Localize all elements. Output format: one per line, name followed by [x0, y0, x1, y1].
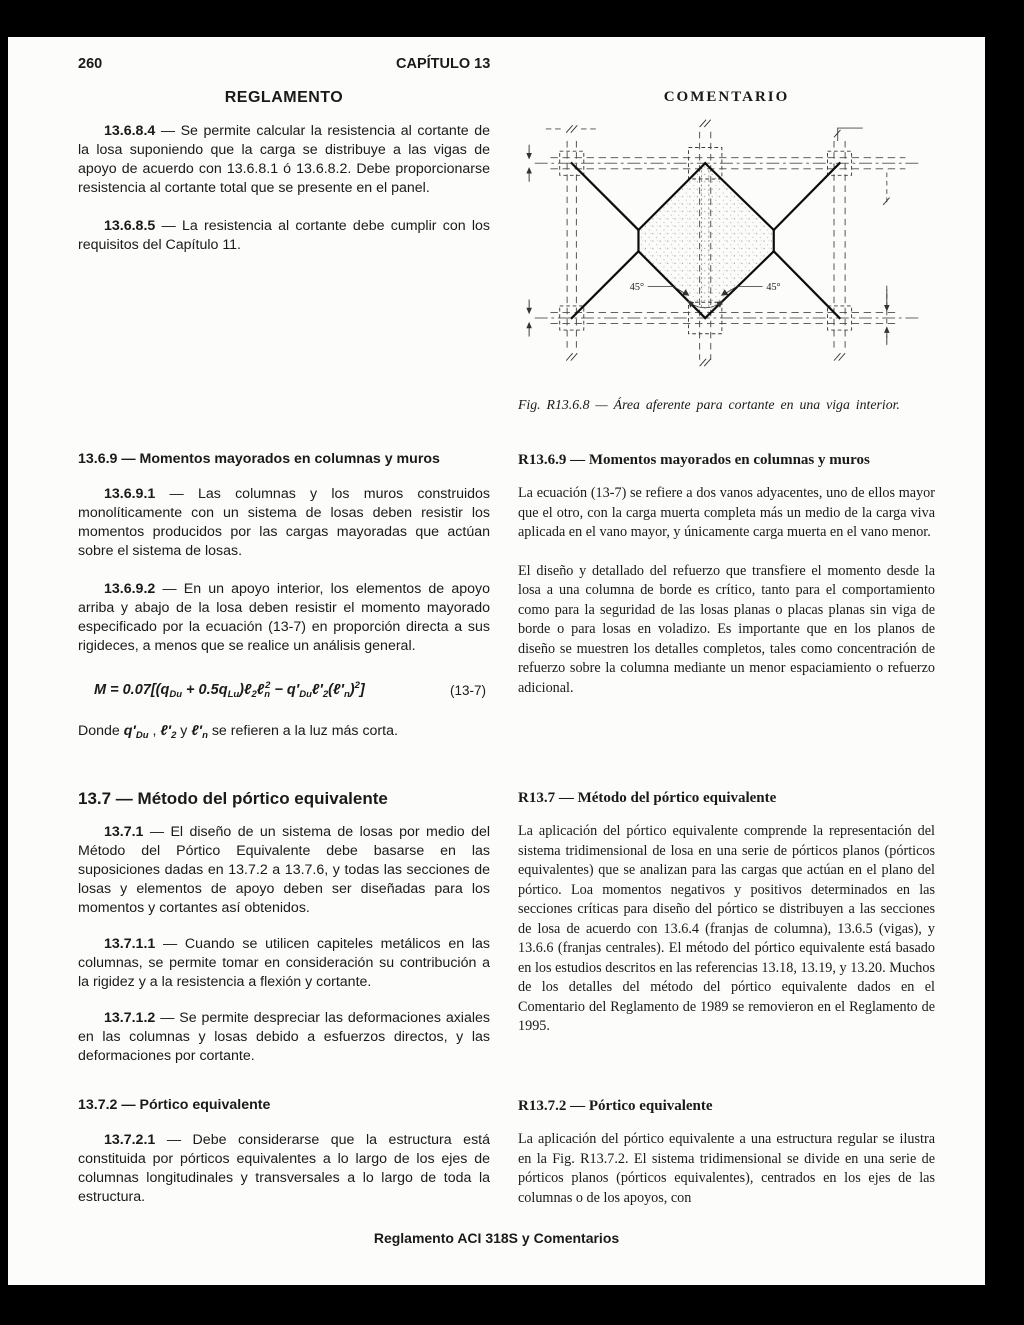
paragraph-r13-7: La aplicación del pórtico equivalente comprende la representación del sistema tridimensional de losa en una serie de pórticos planos (pórticos equivalentes) que se analizan para las cargas que actúan en el plano del pórtico. Loa momentos negativos y positivos determinados en las secciones críticas para diseño del pórtico se distribuyen a las secciones de losa de acuerdo con 13.6.4 (franjas de columna), 13.6.5 (vigas), y 13.6.6 (franjas centrales). El método del pórtico equivalente está basado en los estudios descritos en las referencias 13.18, 13.19, y 13.20. Muchos de los detalles del método del pórtico equivalente dados en el Comentario del Reglamento de 1989 se removieron en el Reglamento de 1995. [518, 823, 935, 1034]
two-column-body [8, 113, 985, 1208]
paragraph-13-6-8-4 [78, 122, 490, 198]
figure-caption: Fig. R13.6.8 — Área aferente para cortante en una viga interior. [518, 397, 900, 412]
comentario-section-r13-6-9 [518, 450, 935, 788]
section-number: 13.7.2.1 [104, 1132, 156, 1148]
heading-13-6-9: 13.6.9 — Momentos mayorados en columnas y muros [78, 451, 440, 467]
stippled-tributary-area [640, 166, 772, 315]
angle-label-right: 45° [766, 282, 781, 294]
paragraph-text: — En un apoyo interior, los elementos de apoyo arriba y abajo de la losa deben resistir el momento mayorado especificado por la ecuación (13-7) en proporción directa a sus rigideces, a menos que se realice un análisis general. [78, 581, 490, 654]
column-titles [8, 89, 985, 107]
document-page [8, 37, 985, 1285]
paragraph-13-7-1-1 [78, 935, 490, 992]
chapter-header: CAPÍTULO 13 [396, 56, 491, 72]
comentario-section-r13-7-2 [518, 1096, 935, 1208]
heading-r13-7: R13.7 — Método del pórtico equivalente [518, 790, 777, 806]
paragraph-text: — La resistencia al cortante debe cumplir con los requisitos del Capítulo 11. [78, 218, 490, 253]
footer-text: Reglamento ACI 318S y Comentarios [373, 1230, 620, 1246]
paragraph-r13-6-9-b: El diseño y detallado del refuerzo que transfiere el momento desde la losa a una columna de borde es crítico, tanto para el comportamiento como para la seguridad de las losas planas o placas planas sin viga de borde o para losas en voladizo. Es importante que en los planos de diseño se muestren los detalles completos, tales como concentración de refuerzo sobre la columna mediante un menor espaciamiento o refuerzo adicional. [518, 562, 935, 696]
equation-formula: $M = 0.07[(q_{Du}$ + $0.5q_{Lu})\ell_2\ell_n^2$ − $q'_{Du}\ell'_2(\ell'_n)^2$] [94, 680, 365, 700]
reglamento-section-13-7 [78, 788, 490, 1096]
heading-r13-7-2: R13.7.2 — Pórtico equivalente [518, 1098, 713, 1114]
column-title-comentario: COMENTARIO [663, 89, 790, 105]
paragraph-13-6-9-1 [78, 485, 490, 561]
page-number: 260 [78, 56, 103, 72]
paragraph-text: — Cuando se utilicen capiteles metálicos en las columnas, se permite tomar en consideración su contribución a la rigidez y a la resistencia a flexión y cortante. [78, 936, 490, 990]
comentario-figure-block [518, 113, 935, 450]
column-title-reglamento: REGLAMENTO [224, 89, 344, 106]
paragraph-text: — Las columnas y los muros construidos monolíticamente con un sistema de losas deben resistir los momentos producidos por las cargas mayoradas que actúan sobre el sistema de losas. [78, 486, 490, 559]
equation-label: (13-7) [449, 682, 486, 698]
reglamento-section-13-6-8 [78, 113, 490, 450]
section-number: 13.7.1.1 [104, 936, 156, 952]
reglamento-section-13-7-2 [78, 1096, 490, 1208]
comentario-section-r13-7 [518, 788, 935, 1096]
section-number: 13.6.9.1 [104, 486, 156, 502]
section-number: 13.7.1.2 [104, 1010, 156, 1026]
heading-13-7: 13.7 — Método del pórtico equivalente [78, 789, 388, 808]
angle-label-left: 45° [629, 282, 645, 294]
figure-r13-6-8-tributary-area-diagram [518, 113, 935, 384]
heading-r13-6-9: R13.6.9 — Momentos mayorados en columnas y muros [518, 452, 870, 468]
paragraph-text: — Se permite despreciar las deformaciones axiales en las columnas y losas debido a esfuerzos directos, y las deformaciones por cortante. [78, 1010, 490, 1064]
equation-definition-line: Donde $q'_{Du}$ , $\ell'_2$ y $\ell'_n$ se refieren a la luz más corta. [78, 723, 398, 741]
paragraph-13-7-1 [78, 823, 490, 918]
paragraph-text: — Se permite calcular la resistencia al cortante de la losa suponiendo que la carga se distribuye a las vigas de apoyo de acuerdo con 13.6.8.1 ó 13.6.8.2. Debe proporcionarse resistencia al cortante total que se presente en el panel. [78, 123, 490, 196]
paragraph-r13-7-2: La aplicación del pórtico equivalente a una estructura regular se ilustra en la Fig. R13.7.2. El sistema tridimensional se divide en una serie de pórticos planos (pórticos equivalentes), centrados en los ejes de las columnas o de los apoyos, con [518, 1131, 935, 1206]
paragraph-13-6-8-5 [78, 217, 490, 255]
equation-13-7 [78, 680, 490, 700]
section-number: 13.7.1 [104, 824, 144, 840]
reglamento-section-13-6-9 [78, 450, 490, 788]
section-number: 13.6.8.4 [104, 123, 156, 139]
section-number: 13.6.8.5 [104, 218, 156, 234]
paragraph-text: — Debe considerarse que la estructura está constituida por pórticos equivalentes a lo largo de los ejes de columnas longitudinales y transversales a lo largo de toda la estructura. [78, 1132, 490, 1205]
heading-13-7-2: 13.7.2 — Pórtico equivalente [78, 1097, 271, 1113]
section-number: 13.6.9.2 [104, 581, 156, 597]
paragraph-r13-6-9-a: La ecuación (13-7) se refiere a dos vanos adyacentes, uno de ellos mayor que el otro, con la carga muerta completa más un medio de la carga viva aplicada en el vano mayor, y únicamente carga muerta en el vano menor. [518, 485, 935, 540]
paragraph-text: — El diseño de un sistema de losas por medio del Método del Pórtico Equivalente debe basarse en las suposiciones dadas en 13.7.2 a 13.7.6, y todas las secciones de losas y elementos de apoyo deben ser diseñadas para los momentos y cortantes así obtenidos. [78, 824, 490, 916]
paragraph-13-7-1-2 [78, 1009, 490, 1066]
paragraph-13-6-9-2 [78, 580, 490, 656]
paragraph-13-7-2-1 [78, 1131, 490, 1207]
